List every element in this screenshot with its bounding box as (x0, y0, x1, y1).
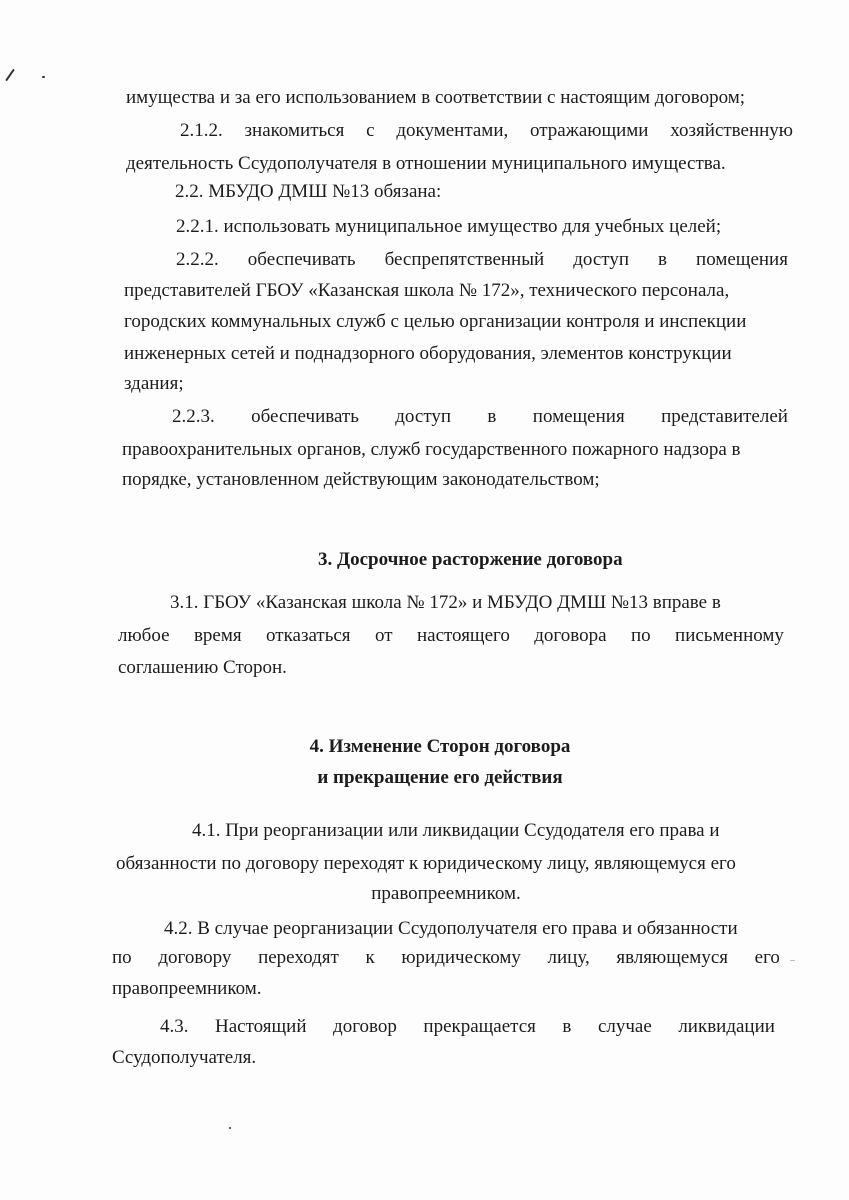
paragraph-line: деятельность Ссудополучателя в отношении муниципального имущества. (126, 153, 726, 174)
scan-dot (42, 76, 45, 78)
word: 2.1.2. (180, 120, 223, 141)
word: время (193, 625, 242, 646)
word: 2.2.2. (176, 249, 219, 270)
word: по (112, 947, 132, 968)
word: хозяйственную (670, 120, 793, 141)
word: его (754, 947, 780, 968)
word: обеспечивать (251, 406, 359, 427)
word: доступ (395, 406, 452, 427)
word: документами, (396, 120, 509, 141)
word: с (366, 120, 375, 141)
word: ликвидации (678, 1016, 775, 1037)
word: настоящего (416, 625, 510, 646)
clause-4-2-line2 (112, 946, 780, 970)
paragraph-line: здания; (124, 373, 184, 394)
word: лицу, (547, 947, 590, 968)
word: 2.2.3. (172, 406, 215, 427)
word: письменному (675, 625, 784, 646)
paragraph-line: правопреемником. (371, 883, 521, 904)
section-heading: и прекращение его действия (317, 767, 563, 788)
scan-dot (790, 960, 795, 961)
paragraph-line: городских коммунальных служб с целью организации контроля и инспекции (124, 311, 747, 332)
paragraph-line: порядке, установленном действующим законодательством; (122, 469, 600, 490)
clause-2-2: 2.2. МБУДО ДМШ №13 обязана: (175, 181, 442, 202)
word: Настоящий (215, 1016, 307, 1037)
scan-dot (229, 1127, 231, 1129)
clause-2-2-3-line1 (172, 405, 788, 429)
word: отказаться (266, 625, 351, 646)
word: любое (118, 625, 170, 646)
word: в (487, 406, 497, 427)
section-heading: 3. Досрочное расторжение договора (318, 549, 623, 570)
word: помещения (532, 406, 625, 427)
section-heading: 4. Изменение Сторон договора (309, 736, 571, 757)
paragraph-line: правопреемником. (112, 978, 262, 999)
word: представителей (661, 406, 788, 427)
word: прекращается (423, 1016, 536, 1037)
word: к (365, 947, 375, 968)
paragraph-line: 4.1. При реорганизации или ликвидации Ссудодателя его права и (192, 820, 720, 841)
word: от (374, 625, 393, 646)
word: в (658, 249, 668, 270)
clause-2-2-2-line1 (176, 248, 788, 272)
paragraph-line: правоохранительных органов, служб государственного пожарного надзора в (122, 439, 741, 460)
clause-2-2-1: 2.2.1. использовать муниципальное имущество для учебных целей; (176, 216, 722, 237)
word: являющемуся (616, 947, 728, 968)
word: отражающими (530, 120, 649, 141)
word: знакомиться (244, 120, 345, 141)
word: доступ (573, 249, 629, 270)
clause-3-1-line2 (118, 624, 784, 648)
word: помещения (696, 249, 788, 270)
paragraph-line: 4.2. В случае реорганизации Ссудополучателя его права и обязанности (164, 918, 738, 939)
word: договор (333, 1016, 397, 1037)
paragraph-line: представителей ГБОУ «Казанская школа № 172», технического персонала, (124, 280, 730, 301)
scan-mark (5, 69, 15, 82)
word: беспрепятственный (384, 249, 545, 270)
word: 4.3. (160, 1016, 189, 1037)
paragraph-line: обязанности по договору переходят к юридическому лицу, являющемуся его (116, 853, 736, 874)
clause-4-3-line1 (160, 1015, 775, 1039)
clause-2-1-2-line1 (180, 119, 793, 143)
word: договора (534, 625, 607, 646)
word: юридическому (401, 947, 521, 968)
word: по (630, 625, 651, 646)
word: договору (158, 947, 232, 968)
paragraph-line: 3.1. ГБОУ «Казанская школа № 172» и МБУДО ДМШ №13 вправе в (170, 592, 721, 613)
paragraph-line: Ссудополучателя. (112, 1047, 257, 1068)
word: обеспечивать (247, 249, 356, 270)
word: случае (597, 1016, 652, 1037)
paragraph-line: соглашению Сторон. (118, 657, 287, 678)
word: в (562, 1016, 572, 1037)
paragraph-line: инженерных сетей и поднадзорного оборудования, элементов конструкции (124, 343, 732, 364)
paragraph-line: имущества и за его использованием в соответствии с настоящим договором; (126, 87, 746, 108)
word: переходят (258, 947, 339, 968)
